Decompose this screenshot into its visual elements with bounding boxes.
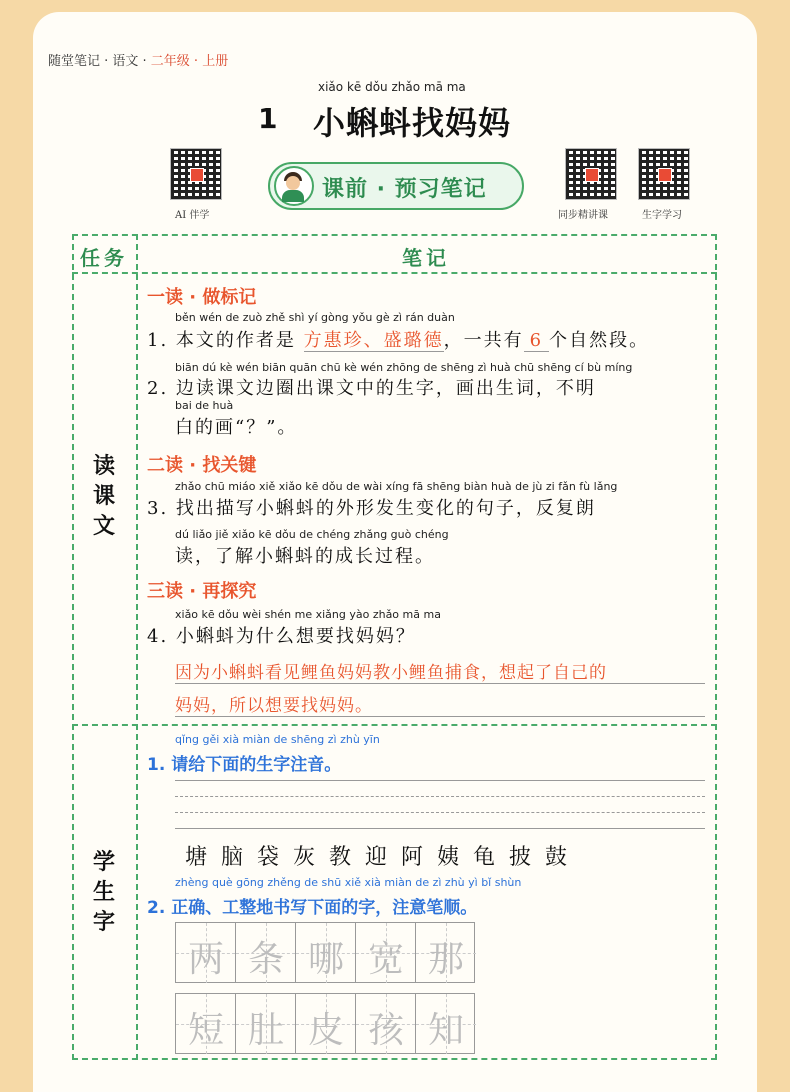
grid-cell[interactable]	[356, 923, 416, 983]
question-4: 4. 小蝌蚪为什么想要找妈妈？	[147, 626, 416, 647]
title-pinyin: xiǎo kē dǒu zhǎo mā ma	[318, 80, 466, 94]
qr-code-lecture[interactable]	[565, 148, 617, 200]
writing-grid-row-1	[175, 922, 475, 983]
trace-char: 哪	[307, 939, 344, 980]
qr-logo-icon	[658, 168, 672, 182]
writing-grid-row-2	[175, 993, 475, 1054]
grid-cell[interactable]	[236, 994, 296, 1054]
task1-pinyin: qǐng gěi xià miàn de shēng zì zhù yīn	[175, 733, 380, 746]
column-divider	[136, 234, 138, 1060]
q1-pinyin: běn wén de zuò zhě shì yí gòng yǒu gè zì rán duàn	[175, 311, 455, 324]
lesson-title: 小蝌蚪找妈妈	[313, 104, 512, 142]
grid-cell[interactable]	[296, 923, 356, 983]
teacher-avatar-icon	[274, 166, 314, 206]
grid-cell[interactable]	[416, 994, 476, 1054]
pinyin-rule	[175, 812, 705, 813]
qr-code-ai[interactable]	[170, 148, 222, 200]
grid-cell[interactable]	[176, 923, 236, 983]
banner-text: 课前 · 预习笔记	[322, 177, 487, 202]
q1-answer-authors: 方惠珍、盛璐德	[303, 330, 444, 351]
book-header	[48, 50, 228, 69]
grid-cell[interactable]	[176, 994, 236, 1054]
grid-cell[interactable]	[416, 923, 476, 983]
qr-label-lecture: 同步精讲课	[558, 210, 608, 221]
pinyin-rule	[175, 796, 705, 797]
qr-label-chars: 生字学习	[642, 210, 682, 221]
trace-char: 条	[247, 939, 284, 980]
question-2-line2: 白的画“？”。	[175, 417, 298, 438]
col-header-notes: 笔记	[402, 246, 450, 270]
q4-answer-line1: 因为小蝌蚪看见鲤鱼妈妈教小鲤鱼捕食，想起了自己的	[175, 658, 705, 684]
grid-cell[interactable]	[356, 994, 416, 1054]
q4-answer-line2: 妈妈，所以想要找妈妈。	[175, 691, 705, 717]
col-header-task: 任务	[80, 246, 128, 270]
trace-char: 皮	[307, 1010, 344, 1051]
header-divider	[72, 272, 717, 274]
qr-label-ai: AI 伴学	[175, 210, 210, 221]
q2-pinyin: biān dú kè wén biān quān chū kè wén zhōng de shēng zì huà chū shēng cí bù míng	[175, 361, 633, 374]
question-2-line1: 2. 边读课文边圈出课文中的生字，画出生词，不明	[147, 378, 596, 399]
new-characters: 塘脑袋灰教迎阿姨龟披鼓	[185, 845, 582, 870]
qr-logo-icon	[190, 168, 204, 182]
lesson-number: 1	[258, 102, 278, 135]
trace-char: 两	[187, 939, 224, 980]
header-prefix: 随堂笔记 · 语文 ·	[48, 54, 151, 69]
task-2: 2. 正确、工整地书写下面的字，注意笔顺。	[147, 898, 478, 918]
trace-char: 宽	[367, 939, 404, 980]
q4-pinyin: xiǎo kē dǒu wèi shén me xiǎng yào zhǎo mā ma	[175, 608, 441, 621]
section-read-1: 一读 · 做标记	[147, 287, 257, 308]
trace-char: 孩	[367, 1010, 404, 1051]
trace-char: 知	[427, 1010, 464, 1051]
q2-pinyin-2: bai de huà	[175, 399, 234, 412]
q3-pinyin: zhǎo chū miáo xiě xiǎo kē dǒu de wài xíng fā shēng biàn huà de jù zi fǎn fù lǎng	[175, 480, 618, 493]
question-3-line1: 3. 找出描写小蝌蚪的外形发生变化的句子，反复朗	[147, 498, 596, 519]
section-divider	[72, 724, 717, 726]
qr-logo-icon	[585, 168, 599, 182]
pinyin-rule	[175, 828, 705, 829]
section-banner	[268, 162, 524, 210]
q3-pinyin-2: dú liǎo jiě xiǎo kē dǒu de chéng zhǎng guò chéng	[175, 528, 449, 541]
trace-char: 肚	[247, 1010, 284, 1051]
grid-cell[interactable]	[296, 994, 356, 1054]
qr-code-chars[interactable]	[638, 148, 690, 200]
header-grade: 二年级 · 上册	[150, 54, 229, 69]
section-read-2: 二读 · 找关键	[147, 455, 257, 476]
side-label-learn: 学生字	[92, 850, 115, 935]
trace-char: 短	[187, 1010, 224, 1051]
task-1: 1. 请给下面的生字注音。	[147, 755, 342, 775]
q1-answer-count: 6	[524, 330, 549, 352]
question-1: 1. 本文的作者是 方惠珍、盛璐德，一共有 6 个自然段。	[147, 330, 650, 351]
side-label-read: 读课文	[92, 454, 115, 539]
section-read-3: 三读 · 再探究	[147, 581, 257, 602]
grid-cell[interactable]	[236, 923, 296, 983]
task2-pinyin: zhèng què gōng zhěng de shū xiě xià miàn de zì zhù yì bǐ shùn	[175, 876, 522, 889]
question-3-line2: 读，了解小蝌蚪的成长过程。	[175, 546, 435, 567]
trace-char: 那	[427, 939, 464, 980]
pinyin-rule	[175, 780, 705, 781]
